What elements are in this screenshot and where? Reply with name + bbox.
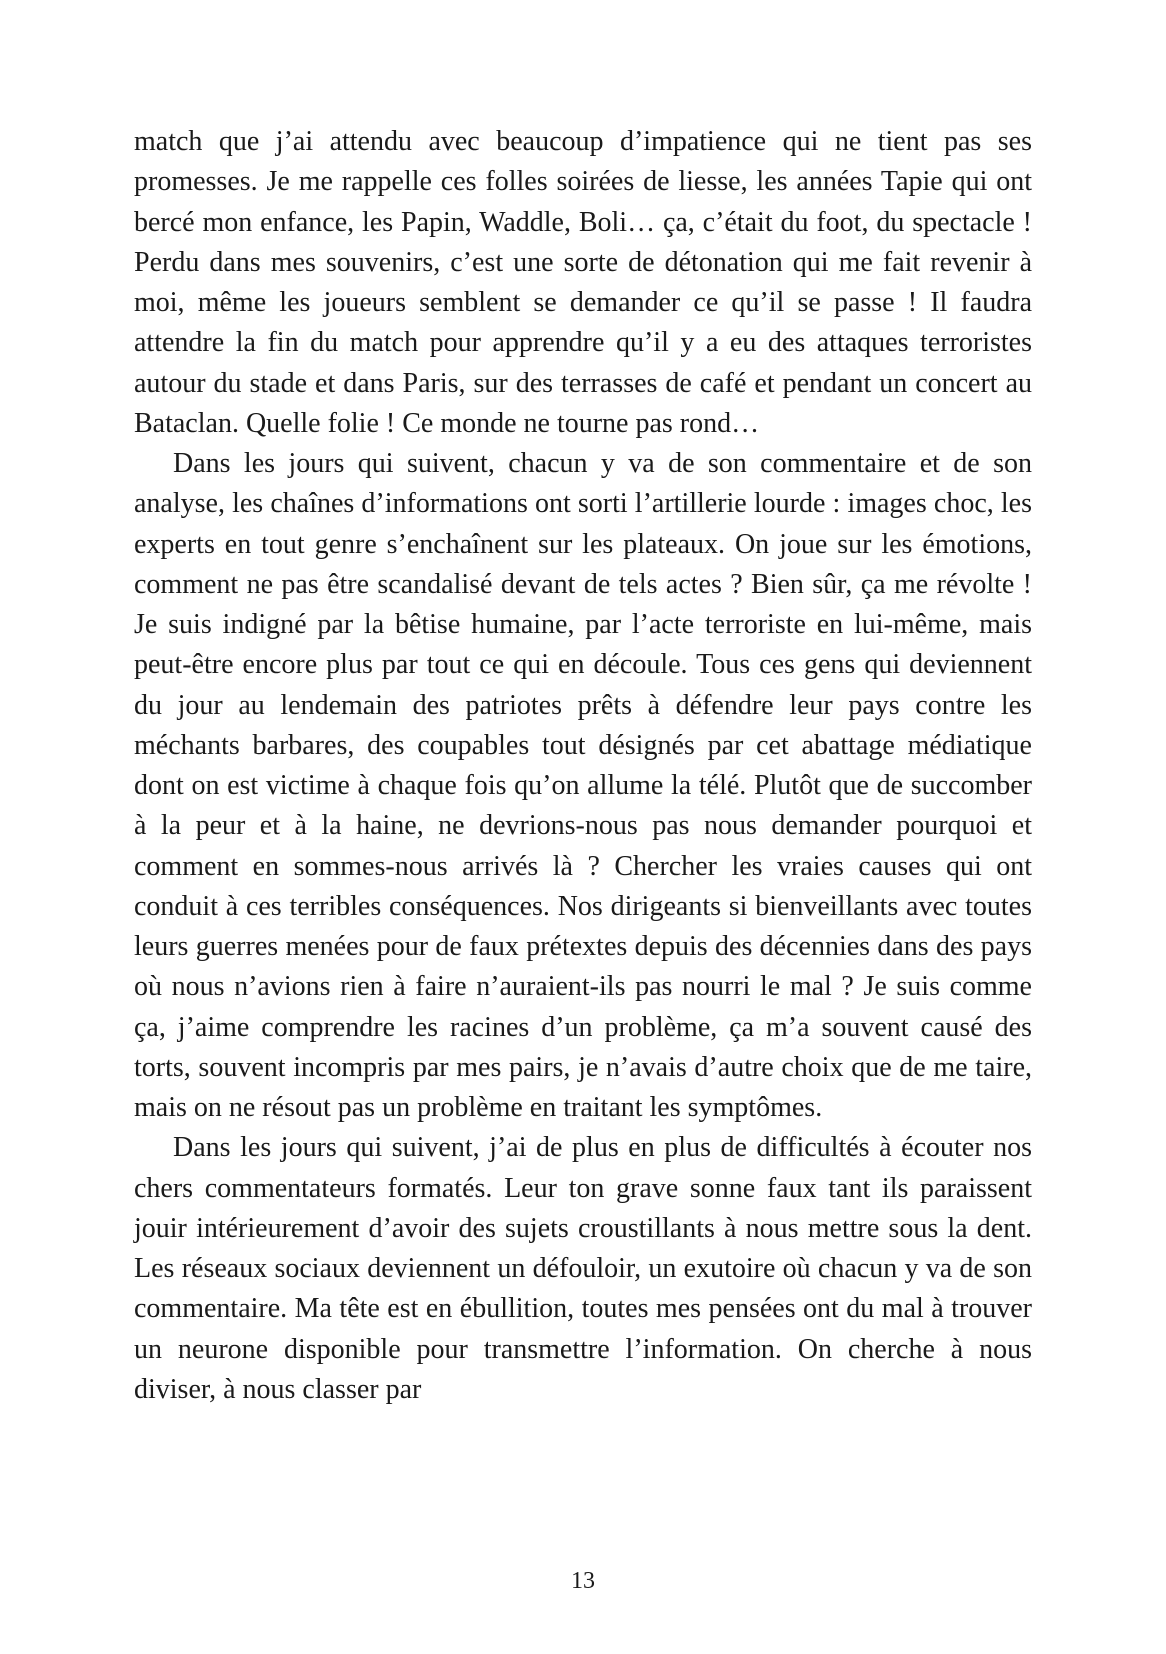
paragraph-3: Dans les jours qui suivent, j’ai de plus en plus de difficultés à écouter nos chers commentateurs formatés. Leur ton grave sonne faux tant ils paraissent jouir intérieurement d’avoir des sujets croustillants à nous mettre sous la dent. Les réseaux sociaux deviennent un défouloir, un exutoire où chacun y va de son commentaire. Ma tête est en ébullition, toutes mes pensées ont du mal à trouver un neurone disponible pour transmettre l’information. On cherche à nous diviser, à nous classer par <box>134 1132 1032 1405</box>
page-number: 13 <box>571 1568 595 1594</box>
paragraph-2: Dans les jours qui suivent, chacun y va de son commentaire et de son analyse, les chaînes d’informations ont sorti l’artillerie lourde : images choc, les experts en tout genre s’enchaînent sur les plateaux. On joue sur les émotions, comment ne pas être scandalisé devant de tels actes ? Bien sûr, ça me révolte ! Je suis indigné par la bêtise humaine, par l’acte terroriste en lui-même, mais peut-être encore plus par tout ce qui en découle. Tous ces gens qui deviennent du jour au lendemain des patriotes prêts à défendre leur pays contre les méchants barbares, des coupables tout désignés par cet abattage médiatique dont on est victime à chaque fois qu’on allume la télé. Plutôt que de succomber à la peur et à la haine, ne devrions-nous pas nous demander pourquoi et comment en sommes-nous arrivés là ? Chercher les vraies causes qui ont conduit à ces terribles conséquences. Nos dirigeants si bienveillants avec toutes leurs guerres menées pour de faux prétextes depuis des décennies dans des pays où nous n’avions rien à faire n’auraient-ils pas nourri le mal ? Je suis comme ça, j’aime comprendre les racines d’un problème, ça m’a souvent causé des torts, souvent incompris par mes pairs, je n’avais d’autre choix que de me taire, mais on ne résout pas un problème en traitant les symptômes. <box>134 448 1032 1123</box>
body-text <box>134 122 1032 1410</box>
paragraph-1: match que j’ai attendu avec beaucoup d’impatience qui ne tient pas ses promesses. Je me rappelle ces folles soirées de liesse, les années Tapie qui ont bercé mon enfance, les Papin, Waddle, Boli… ça, c’était du foot, du spectacle ! Perdu dans mes souvenirs, c’est une sorte de détonation qui me fait revenir à moi, même les joueurs semblent se demander ce qu’il se passe ! Il faudra attendre la fin du match pour apprendre qu’il y a eu des attaques terroristes autour du stade et dans Paris, sur des terrasses de café et pendant un concert au Bataclan. Quelle folie ! Ce monde ne tourne pas rond… <box>134 126 1032 439</box>
